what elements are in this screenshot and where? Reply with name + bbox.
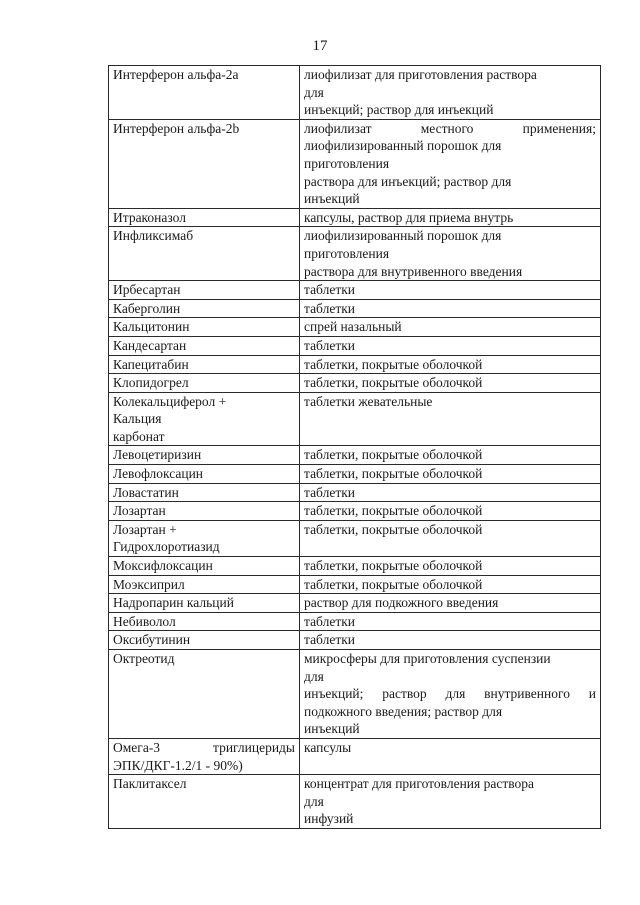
drug-name-cell (109, 483, 300, 502)
drug-name-cell (109, 465, 300, 484)
dosage-form-line: спрей назальный (304, 319, 402, 335)
dosage-form-line: микросферы для приготовления суспензии (304, 651, 551, 666)
table-row (109, 465, 601, 484)
drug-name-line: Надропарин кальций (113, 595, 234, 611)
table-row (109, 502, 601, 521)
table-row (109, 557, 601, 576)
table-row (109, 336, 601, 355)
drug-name-line: Ирбесартан (113, 282, 181, 298)
table-row (109, 119, 601, 208)
page-number: 17 (312, 38, 328, 54)
dosage-form-line: приготовления (304, 155, 390, 171)
dosage-form-line: для (304, 84, 324, 100)
drug-name-line: Итраконазол (113, 209, 186, 225)
dosage-form-cell (300, 355, 601, 374)
dosage-form-cell (300, 775, 601, 829)
dosage-form-cell (300, 483, 601, 502)
drug-name-cell (109, 557, 300, 576)
dosage-form-cell (300, 119, 601, 208)
table-row (109, 227, 601, 281)
drug-name-cell (109, 66, 300, 120)
table-row (109, 612, 601, 631)
table-row (109, 374, 601, 393)
drug-name-cell (109, 299, 300, 318)
dosage-form-line: лиофилизат местного применения; (304, 120, 596, 136)
table-row (109, 631, 601, 650)
drug-name-line: ЭПК/ДКГ-1.2/1 - 90%) (113, 757, 243, 773)
table-row (109, 281, 601, 300)
drug-name-line: Капецитабин (113, 356, 189, 372)
dosage-form-line: инъекций (304, 191, 360, 207)
table-row (109, 594, 601, 613)
drug-name-cell (109, 318, 300, 337)
drug-name-cell (109, 775, 300, 829)
dosage-form-line: инъекций; раствор для инъекций (304, 102, 494, 118)
dosage-form-line: таблетки (304, 613, 356, 629)
dosage-form-cell (300, 281, 601, 300)
dosage-form-cell (300, 446, 601, 465)
drug-name-line: Кальция (113, 411, 162, 427)
drug-name-line: Моэксиприл (113, 576, 185, 592)
drug-name-line: Кальцитонин (113, 319, 190, 335)
dosage-form-cell (300, 227, 601, 281)
drug-name-line: Небиволол (113, 613, 176, 629)
drug-name-cell (109, 227, 300, 281)
table-row (109, 650, 601, 739)
dosage-form-line: таблетки, покрытые оболочкой (304, 466, 483, 482)
dosage-form-line: таблетки (304, 484, 356, 500)
drug-name-line: Интерферон альфа-2b (113, 120, 240, 136)
drug-name-cell (109, 392, 300, 446)
dosage-form-line: инъекций; раствор для внутривенного и (304, 686, 596, 702)
dosage-form-line: раствор для подкожного введения (304, 595, 499, 611)
dosage-form-line: подкожного введения; раствор для (304, 703, 503, 719)
dosage-form-line: лиофилизированный порошок для (304, 138, 502, 154)
dosage-form-line: таблетки жевательные (304, 393, 433, 409)
table-row (109, 392, 601, 446)
dosage-form-cell (300, 520, 601, 556)
drug-name-cell (109, 446, 300, 465)
drug-name-line: Каберголин (113, 300, 181, 316)
medication-table-body (109, 66, 601, 829)
dosage-form-line: инфузий (304, 811, 354, 827)
dosage-form-line: таблетки, покрытые оболочкой (304, 375, 483, 391)
dosage-form-cell (300, 631, 601, 650)
dosage-form-line: таблетки, покрытые оболочкой (304, 356, 483, 372)
dosage-form-cell (300, 66, 601, 120)
table-row (109, 738, 601, 774)
drug-name-line: Оксибутинин (113, 632, 191, 648)
drug-name-cell (109, 631, 300, 650)
drug-name-cell (109, 119, 300, 208)
drug-name-line: Клопидогрел (113, 375, 189, 391)
dosage-form-cell (300, 318, 601, 337)
dosage-form-line: приготовления (304, 245, 390, 261)
drug-name-cell (109, 594, 300, 613)
drug-name-line: Паклитаксел (113, 776, 187, 792)
drug-name-cell (109, 575, 300, 594)
drug-name-line: Кандесартан (113, 337, 187, 353)
dosage-form-cell (300, 374, 601, 393)
dosage-form-line: капсулы, раствор для приема внутрь (304, 209, 514, 225)
dosage-form-cell (300, 594, 601, 613)
dosage-form-cell (300, 650, 601, 739)
drug-name-line: Лозартан + (113, 521, 177, 537)
table-row (109, 208, 601, 227)
drug-name-cell (109, 612, 300, 631)
dosage-form-line: лиофилизат для приготовления раствора (304, 67, 537, 82)
dosage-form-line: концентрат для приготовления раствора (304, 776, 535, 792)
table-row (109, 483, 601, 502)
drug-name-line: Левоцетиризин (113, 447, 202, 463)
table-row (109, 775, 601, 829)
drug-name-line: Омега-3 триглицериды (113, 739, 295, 755)
drug-name-cell (109, 281, 300, 300)
drug-name-line: Лозартан (113, 503, 166, 519)
table-row (109, 520, 601, 556)
dosage-form-line: таблетки (304, 632, 356, 648)
dosage-form-line: капсулы (304, 739, 352, 755)
table-row (109, 318, 601, 337)
dosage-form-cell (300, 208, 601, 227)
drug-name-line: Октреотид (113, 651, 175, 666)
dosage-form-cell (300, 557, 601, 576)
drug-name-line: Левофлоксацин (113, 466, 204, 482)
table-row (109, 299, 601, 318)
table-row (109, 575, 601, 594)
dosage-form-cell (300, 502, 601, 521)
dosage-form-line: таблетки, покрытые оболочкой (304, 521, 483, 537)
dosage-form-cell (300, 392, 601, 446)
drug-name-cell (109, 650, 300, 739)
drug-name-cell (109, 374, 300, 393)
drug-name-line: Гидрохлоротиазид (113, 539, 220, 555)
dosage-form-line: таблетки (304, 282, 356, 298)
drug-name-line: Колекальциферол + (113, 393, 227, 409)
dosage-form-cell (300, 299, 601, 318)
dosage-form-line: таблетки, покрытые оболочкой (304, 576, 483, 592)
drug-name-line: Инфликсимаб (113, 228, 194, 244)
dosage-form-line: таблетки (304, 300, 356, 316)
drug-name-cell (109, 336, 300, 355)
drug-name-cell (109, 502, 300, 521)
dosage-form-line: таблетки, покрытые оболочкой (304, 447, 483, 463)
drug-name-cell (109, 520, 300, 556)
drug-name-line: Моксифлоксацин (113, 558, 213, 574)
dosage-form-line: для (304, 793, 324, 809)
dosage-form-line: для (304, 668, 324, 684)
drug-name-line: Ловастатин (113, 484, 179, 500)
dosage-form-line: раствора для внутривенного введения (304, 263, 523, 279)
dosage-form-line: раствора для инъекций; раствор для (304, 173, 512, 189)
drug-name-line: карбонат (113, 428, 165, 444)
medication-table (108, 65, 601, 829)
drug-name-cell (109, 208, 300, 227)
dosage-form-line: инъекций (304, 721, 360, 737)
drug-name-line: Интерферон альфа-2а (113, 67, 239, 82)
dosage-form-line: таблетки, покрытые оболочкой (304, 558, 483, 574)
dosage-form-cell (300, 738, 601, 774)
table-row (109, 66, 601, 120)
drug-name-cell (109, 355, 300, 374)
dosage-form-line: таблетки, покрытые оболочкой (304, 503, 483, 519)
dosage-form-cell (300, 336, 601, 355)
table-row (109, 446, 601, 465)
dosage-form-line: лиофилизированный порошок для (304, 228, 502, 244)
table-row (109, 355, 601, 374)
dosage-form-cell (300, 575, 601, 594)
dosage-form-cell (300, 465, 601, 484)
dosage-form-cell (300, 612, 601, 631)
drug-name-cell (109, 738, 300, 774)
dosage-form-line: таблетки (304, 337, 356, 353)
